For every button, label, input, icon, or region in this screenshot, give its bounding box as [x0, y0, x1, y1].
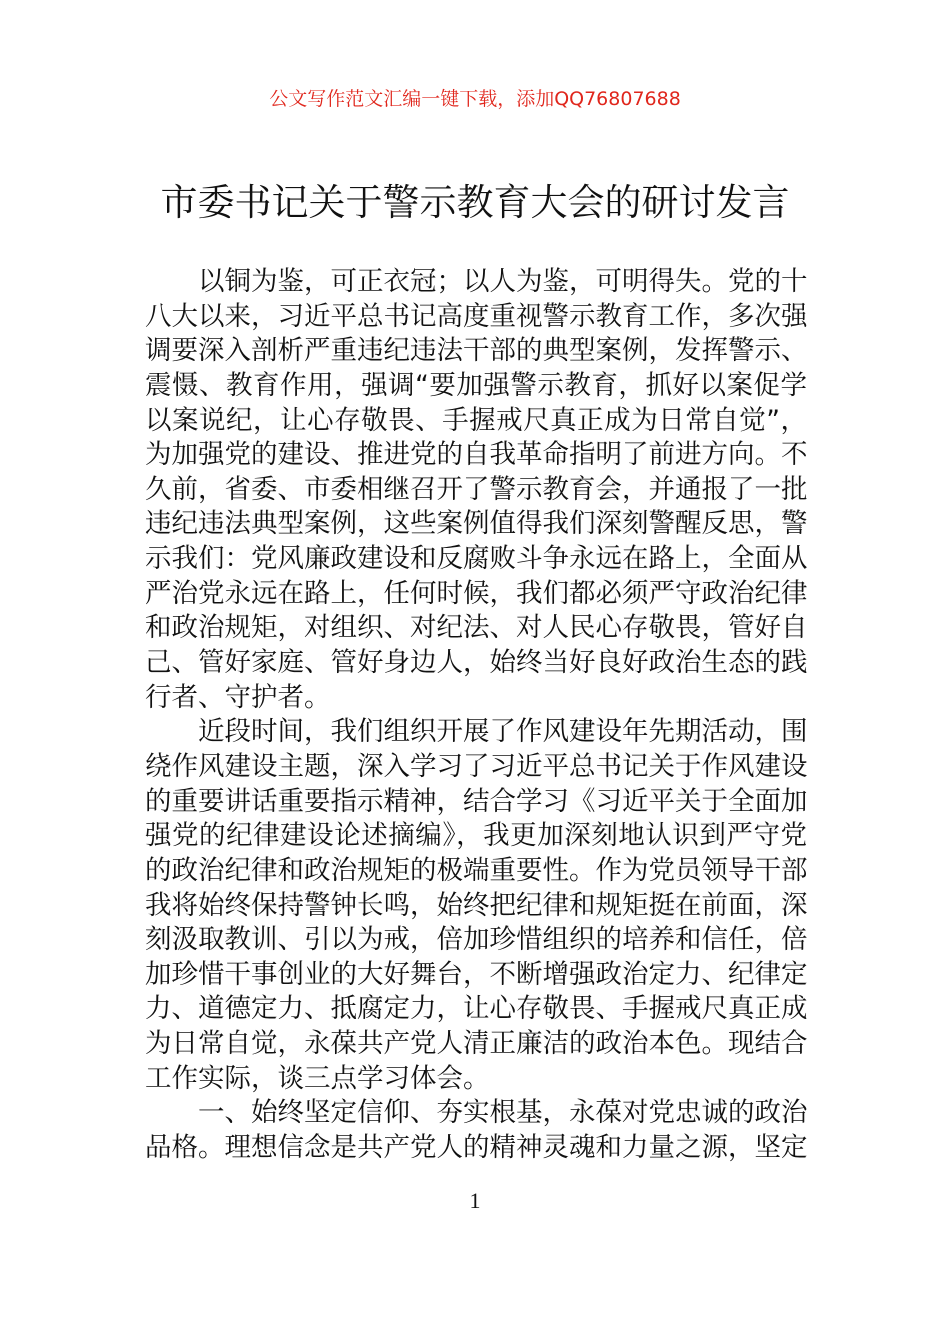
text-line: 严治党永远在路上，任何时候，我们都必须严守政治纪律	[145, 577, 808, 609]
promo-header: 公文写作范文汇编一键下载，添加QQ76807688	[269, 88, 681, 110]
text-line: 己、管好家庭、管好身边人，始终当好良好政治生态的践	[145, 647, 808, 679]
text-line: 力、道德定力、抵腐定力，让心存敬畏、手握戒尺真正成	[145, 993, 808, 1025]
text-line: 以案说纪，让心存敬畏、手握戒尺真正成为日常自觉”，	[145, 404, 807, 436]
text-line: 调要深入剖析严重违纪违法干部的典型案例，发挥警示、	[145, 335, 808, 367]
text-line: 绕作风建设主题，深入学习了习近平总书记关于作风建设	[145, 750, 808, 782]
paragraph	[145, 1096, 807, 1165]
text-line: 为日常自觉，永葆共产党人清正廉洁的政治本色。现结合	[145, 1028, 808, 1060]
text-line: 八大以来，习近平总书记高度重视警示教育工作，多次强	[145, 300, 808, 332]
text-line: 我将始终保持警钟长鸣，始终把纪律和规矩挺在前面，深	[145, 889, 808, 921]
page-number: 1	[469, 1188, 481, 1213]
text-line: 和政治规矩，对组织、对纪法、对人民心存敬畏，管好自	[145, 612, 808, 644]
paragraph	[145, 715, 807, 1096]
text-line: 以铜为鉴，可正衣冠；以人为鉴，可明得失。党的十	[198, 266, 808, 297]
text-line: 的重要讲话重要指示精神，结合学习《习近平关于全面加	[145, 785, 808, 817]
document-body	[145, 265, 807, 1166]
text-line: 加珍惜干事创业的大好舞台，不断增强政治定力、纪律定	[145, 958, 808, 990]
document-title: 市委书记关于警示教育大会的研讨发言	[160, 181, 790, 224]
paragraph	[145, 265, 807, 715]
text-line: 刻汲取教训、引以为戒，倍加珍惜组织的培养和信任，倍	[145, 924, 808, 956]
text-line: 违纪违法典型案例，这些案例值得我们深刻警醒反思，警	[145, 508, 808, 540]
text-line: 为加强党的建设、推进党的自我革命指明了前进方向。不	[145, 439, 808, 471]
text-line: 品格。理想信念是共产党人的精神灵魂和力量之源，坚定	[145, 1132, 808, 1164]
text-line: 示我们：党风廉政建设和反腐败斗争永远在路上，全面从	[145, 543, 808, 575]
text-line: 行者、守护者。	[145, 681, 331, 713]
text-line: 近段时间，我们组织开展了作风建设年先期活动，围	[198, 716, 808, 748]
text-line: 工作实际，谈三点学习体会。	[145, 1062, 490, 1094]
text-line: 震慑、教育作用，强调“要加强警示教育，抓好以案促学	[145, 369, 807, 401]
text-line: 久前，省委、市委相继召开了警示教育会，并通报了一批	[145, 473, 808, 505]
text-line: 的政治纪律和政治规矩的极端重要性。作为党员领导干部	[145, 854, 808, 886]
text-line: 一、始终坚定信仰、夯实根基，永葆对党忠诚的政治	[198, 1097, 808, 1129]
text-line: 强党的纪律建设论述摘编》，我更加深刻地认识到严守党	[145, 820, 807, 852]
